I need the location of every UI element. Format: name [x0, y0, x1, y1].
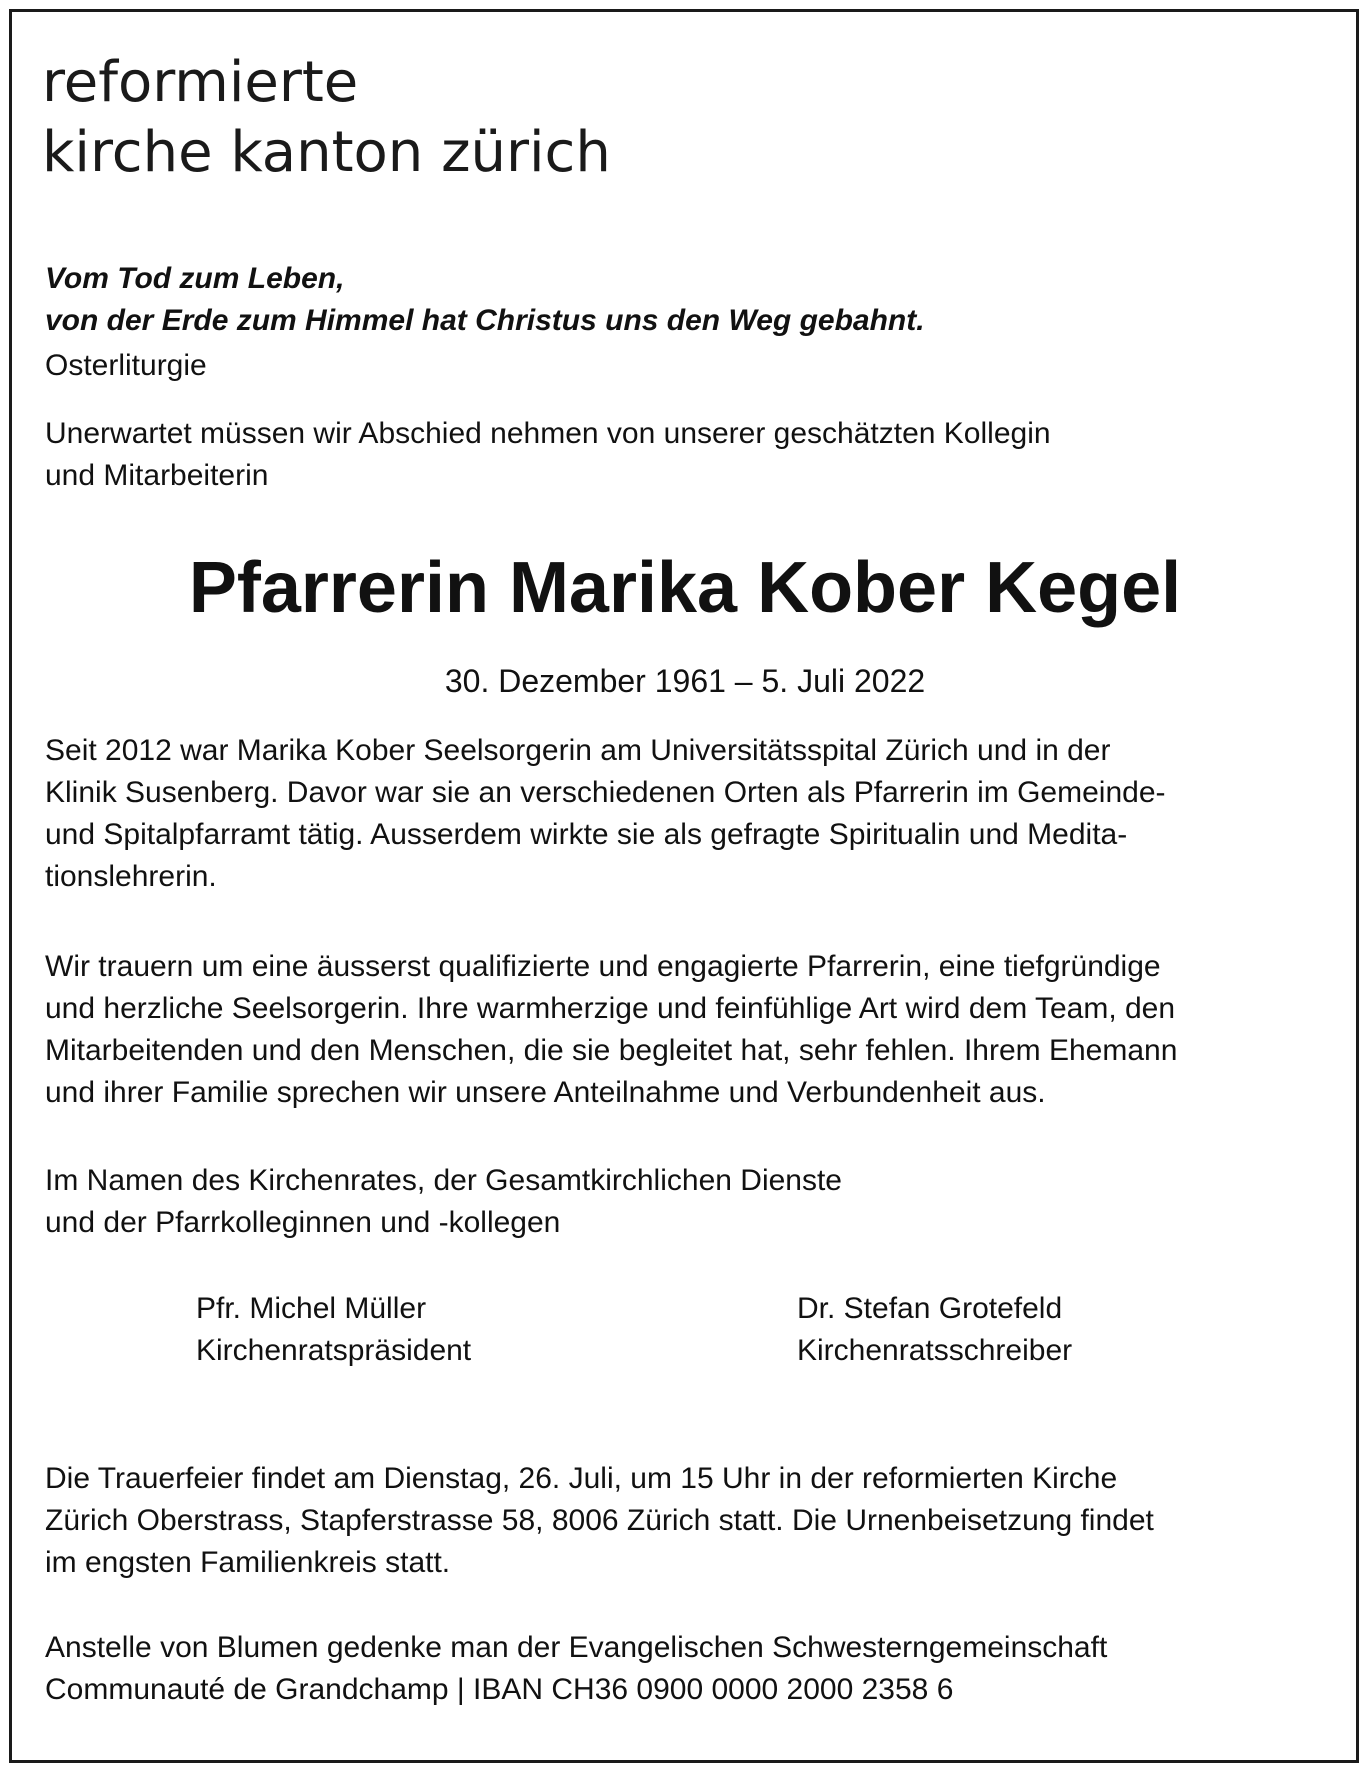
signature-right [797, 1288, 1072, 1372]
signatory-name: Pfr. Michel Müller [196, 1292, 427, 1325]
logo-kirche: kirche [42, 120, 213, 185]
paragraph-line: Die Trauerfeier findet am Dienstag, 26. Juli, um 15 Uhr in der reformierten Kirche [45, 1462, 1118, 1495]
paragraph-line: Mitarbeitenden und den Menschen, die sie begleitet hat, sehr fehlen. Ihrem Ehemann [45, 1034, 1178, 1067]
paragraph-line: Seit 2012 war Marika Kober Seelsorgerin am Universitätsspital Zürich und in der [45, 734, 1111, 767]
motto-line-1: Vom Tod zum Leben, [45, 262, 345, 295]
intro-line-2: und Mitarbeiterin [45, 459, 269, 492]
intro-line-1: Unerwartet müssen wir Abschied nehmen von unserer geschätzten Kollegin [45, 417, 1051, 450]
paragraph-line: im engsten Familienkreis statt. [45, 1546, 451, 1579]
paragraph-line: Im Namen des Kirchenrates, der Gesamtkirchlichen Dienste [45, 1164, 842, 1197]
paragraph-line: und ihrer Familie sprechen wir unsere Anteilnahme und Verbundenheit aus. [45, 1076, 1046, 1109]
motto-line-2: von der Erde zum Himmel hat Christus uns den Weg gebahnt. [45, 304, 925, 337]
paragraph-line: Wir trauern um eine äusserst qualifizierte und engagierte Pfarrerin, eine tiefgründige [45, 950, 1161, 983]
logo-line-2 [42, 118, 611, 188]
signatory-title: Kirchenratspräsident [196, 1334, 472, 1367]
paragraph-line: Klinik Susenberg. Davor war sie an verschiedenen Orten als Pfarrerin im Gemeinde- [45, 776, 1166, 809]
funeral-info-paragraph [45, 1458, 1154, 1584]
biography-paragraph [45, 730, 1166, 898]
deceased-name: Pfarrerin Marika Kober Kegel [188, 548, 1182, 628]
signatory-title: Kirchenratsschreiber [797, 1334, 1073, 1367]
logo-kanton: kanton zürich [212, 120, 611, 185]
life-dates: 30. Dezember 1961 – 5. Juli 2022 [444, 663, 926, 699]
signatory-name: Dr. Stefan Grotefeld [797, 1292, 1063, 1325]
signature-left [196, 1288, 471, 1372]
paragraph-line: und Spitalpfarramt tätig. Ausserdem wirkte sie als gefragte Spiritualin und Medita- [45, 818, 1128, 851]
paragraph-line: und der Pfarrkolleginnen und -kollegen [45, 1206, 561, 1239]
paragraph-line: Communauté de Grandchamp | IBAN CH36 0900 0000 2000 2358 6 [45, 1673, 954, 1706]
donation-paragraph [45, 1627, 1107, 1711]
on-behalf-paragraph [45, 1160, 842, 1244]
paragraph-line: Anstelle von Blumen gedenke man der Evangelischen Schwesterngemeinschaft [45, 1631, 1108, 1664]
intro-text [45, 413, 1051, 497]
paragraph-line: und herzliche Seelsorgerin. Ihre warmherzige und feinfühlige Art wird dem Team, den [45, 992, 1176, 1025]
paragraph-line: Zürich Oberstrass, Stapferstrasse 58, 8006 Zürich statt. Die Urnenbeisetzung findet [45, 1504, 1154, 1537]
paragraph-line: tionslehrerin. [45, 860, 217, 893]
motto-source: Osterliturgie [45, 349, 207, 382]
logo-line-1: reformierte [42, 50, 359, 115]
motto-quote [45, 258, 925, 342]
mourning-paragraph [45, 946, 1177, 1114]
